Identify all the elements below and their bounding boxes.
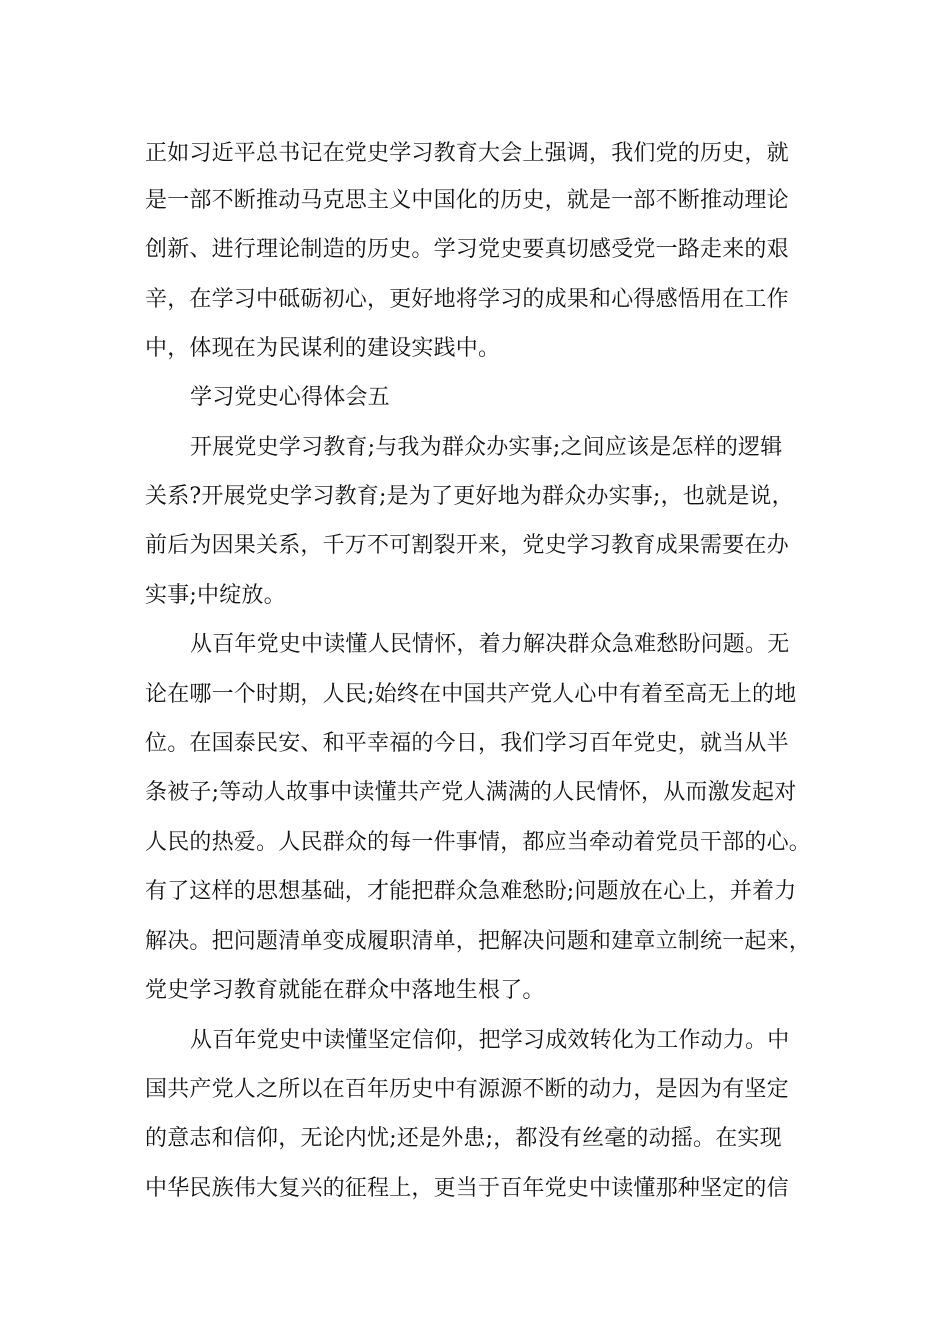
paragraph-3-line-4: 条被子;等动人故事中读懂共产党人满满的人民情怀，从而激发起对: [145, 780, 797, 805]
paragraph-2-line-2: 关系?开展党史学习教育;是为了更好地为群众办实事;，也就是说，: [145, 484, 794, 509]
paragraph-1-line-4: 辛，在学习中砥砺初心，更好地将学习的成果和心得感悟用在工作: [145, 287, 789, 312]
paragraph-2-line-4: 实事;中绽放。: [145, 583, 286, 608]
paragraph-3-line-1: 从百年党史中读懂人民情怀，着力解决群众急难愁盼问题。无: [190, 632, 790, 657]
paragraph-3-line-5: 人民的热爱。人民群众的每一件事情，都应当牵动着党员干部的心。: [145, 830, 812, 855]
paragraph-2-line-1: 开展党史学习教育;与我为群众办实事;之间应该是怎样的逻辑: [190, 435, 783, 460]
paragraph-2-line-3: 前后为因果关系，千万不可割裂开来，党史学习教育成果需要在办: [145, 533, 789, 558]
paragraph-4-line-2: 国共产党人之所以在百年历史中有源源不断的动力，是因为有坚定: [145, 1077, 789, 1102]
paragraph-3-line-3: 位。在国泰民安、和平幸福的今日，我们学习百年党史，就当从半: [145, 731, 789, 756]
paragraph-4-line-3: 的意志和信仰，无论内忧;还是外患;，都没有丝毫的动摇。在实现: [145, 1126, 782, 1151]
paragraph-3-line-7: 解决。把问题清单变成履职清单，把解决问题和建章立制统一起来，: [145, 929, 812, 954]
paragraph-4-line-1: 从百年党史中读懂坚定信仰，把学习成效转化为工作动力。中: [190, 1028, 790, 1053]
paragraph-4-line-4: 中华民族伟大复兴的征程上，更当于百年党史中读懂那种坚定的信: [145, 1176, 789, 1201]
paragraph-1-line-2: 是一部不断推动马克思主义中国化的历史，就是一部不断推动理论: [145, 188, 789, 213]
paragraph-3-line-8: 党史学习教育就能在群众中落地生根了。: [145, 978, 545, 1003]
paragraph-1-line-3: 创新、进行理论制造的历史。学习党史要真切感受党一路走来的艰: [145, 237, 789, 262]
paragraph-1-line-5: 中，体现在为民谋利的建设实践中。: [145, 336, 501, 361]
paragraph-3-line-2: 论在哪一个时期，人民;始终在中国共产党人心中有着至高无上的地: [145, 682, 797, 707]
section-heading: 学习党史心得体会五: [190, 385, 390, 410]
paragraph-3-line-6: 有了这样的思想基础，才能把群众急难愁盼;问题放在心上，并着力: [145, 879, 797, 904]
paragraph-1-line-1: 正如习近平总书记在党史学习教育大会上强调，我们党的历史，就: [145, 141, 789, 166]
